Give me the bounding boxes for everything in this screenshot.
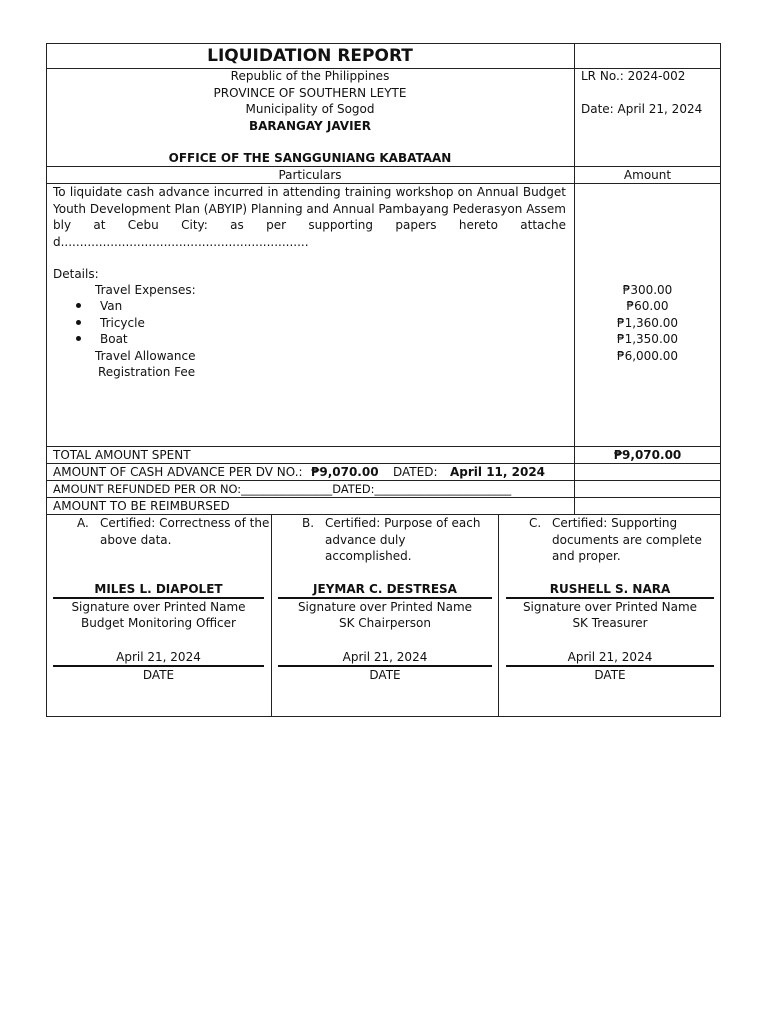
cert-a-date-label: DATE [142, 668, 175, 682]
cert-b-date: April 21, 2024 [342, 650, 428, 664]
amount-value: ₱6,000.00 [616, 349, 679, 363]
reimburse-label: AMOUNT TO BE REIMBURSED [53, 499, 230, 513]
cert-column-divider [271, 514, 272, 717]
cash-advance-dated-label: DATED: [393, 465, 438, 479]
expense-item-boat: Boat [100, 332, 128, 346]
cert-b-position: SK Chairperson [338, 616, 432, 630]
republic-line: Republic of the Philippines [230, 69, 390, 83]
particulars-description: To liquidate cash advance incurred in attending training workshop on Annual Budget Youth Development Plan (ABYIP) Planning and Annual Pambayang Pederasyon Assembly at Cebu City: as per supporting papers hereto attached................................................................. [53, 185, 566, 249]
province-line: PROVINCE OF SOUTHERN LEYTE [213, 86, 407, 100]
expense-item-tricycle: Tricycle [100, 316, 145, 330]
lr-number: LR No.: 2024-002 [581, 69, 686, 83]
cert-c-sig-label: Signature over Printed Name [522, 600, 698, 614]
cert-b-date-label: DATE [369, 668, 401, 682]
cert-c-date-label: DATE [594, 668, 626, 682]
cash-advance-label: AMOUNT OF CASH ADVANCE PER DV NO.: [53, 465, 303, 479]
cert-column-divider [498, 514, 499, 717]
expense-item-travel-allowance: Travel Allowance [95, 349, 196, 363]
amount-column-divider [574, 43, 575, 514]
bullet-icon [76, 336, 81, 341]
cert-b-signatory: JEYMAR C. DESTRESA [313, 582, 457, 596]
border-right [720, 43, 721, 717]
border-top [46, 43, 721, 44]
bullet-icon [76, 303, 81, 308]
cert-a-sig-label: Signature over Printed Name [71, 600, 246, 614]
refund-line: AMOUNT REFUNDED PER OR NO:________________DATED:________________________ [53, 482, 512, 496]
cert-a-signatory: MILES L. DIAPOLET [94, 582, 223, 596]
cash-advance-value: ₱9,070.00 [311, 465, 379, 479]
cert-a-date: April 21, 2024 [116, 650, 201, 664]
travel-expenses-label: Travel Expenses: [95, 283, 196, 297]
cert-c-date: April 21, 2024 [567, 650, 653, 664]
office-line: OFFICE OF THE SANGGUNIANG KABATAAN [168, 151, 452, 165]
cert-c-position: SK Treasurer [572, 616, 648, 630]
cert-b-text: Certified: Purpose of each advance duly accomplished. [325, 516, 481, 563]
border-left [46, 43, 47, 717]
amount-header: Amount [623, 168, 672, 182]
cert-b-sig-label: Signature over Printed Name [297, 600, 473, 614]
border-bottom [46, 716, 721, 717]
cert-b-letter: B. [302, 516, 315, 530]
particulars-header: Particulars [278, 168, 342, 182]
expense-item-registration-fee: Registration Fee [98, 365, 196, 379]
cert-c-signatory: RUSHELL S. NARA [549, 582, 671, 596]
cert-c-letter: C. [529, 516, 542, 530]
cash-advance-date: April 11, 2024 [450, 465, 546, 479]
expense-item-van: Van [100, 299, 123, 313]
amount-value: ₱60.00 [626, 299, 669, 313]
total-label: TOTAL AMOUNT SPENT [53, 448, 191, 462]
cert-c-text: Certified: Supporting documents are complete and proper. [552, 516, 702, 563]
details-label: Details: [53, 267, 99, 281]
amount-value: ₱1,350.00 [616, 332, 679, 346]
report-title: LIQUIDATION REPORT [207, 46, 413, 66]
bullet-icon [76, 320, 81, 325]
cert-a-letter: A. [77, 516, 89, 530]
cert-a-text: Certified: Correctness of the above data. [100, 516, 270, 547]
barangay-line: BARANGAY JAVIER [249, 119, 371, 133]
report-date: Date: April 21, 2024 [581, 102, 703, 116]
liquidation-report-form [46, 43, 721, 717]
amount-value: ₱300.00 [622, 283, 673, 297]
amount-value: ₱1,360.00 [616, 316, 679, 330]
cert-a-position: Budget Monitoring Officer [81, 616, 236, 630]
total-value: ₱9,070.00 [613, 448, 682, 462]
municipality-line: Municipality of Sogod [245, 102, 375, 116]
